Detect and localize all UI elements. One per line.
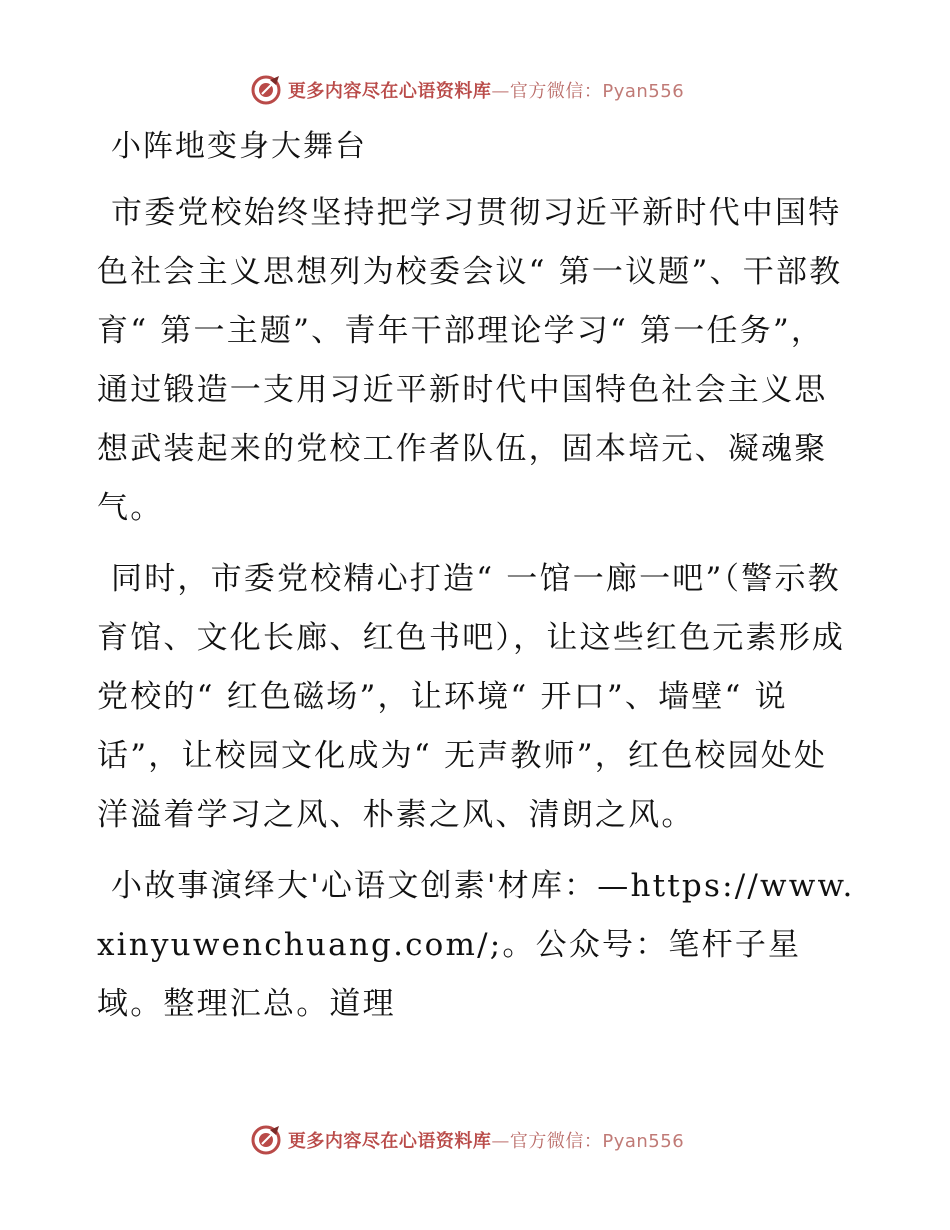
watermark-dash: — <box>491 1131 510 1152</box>
watermark-row <box>250 74 684 106</box>
watermark-sub: 官方微信： <box>509 1131 603 1152</box>
paragraph-2: 同时，市委党校精心打造“ 一馆一廊一吧”（警示教育馆、文化长廊、红色书吧），让这些红色元素形成党校的“ 红色磁场”，让环境“ 开口”、墙壁“ 说话”，让校园文化成为“ 无声教师”，红色校园处处洋溢着学习之风、朴素之风、清朗之风。 <box>97 561 846 833</box>
watermark-dash: — <box>491 81 510 102</box>
watermark-text <box>288 1127 684 1153</box>
paragraph-1: 市委党校始终坚持把学习贯彻习近平新时代中国特色社会主义思想列为校委会议“ 第一议题”、干部教育“ 第一主题”、青年干部理论学习“ 第一任务”，通过锻造一支用习近平新时代中国特色社会主义思想武装起来的党校工作者队伍，固本培元、凝魂聚气。 <box>97 195 843 526</box>
footer-watermark <box>0 1120 950 1160</box>
pen-logo-icon <box>250 74 282 106</box>
watermark-id: Pyan556 <box>602 81 685 102</box>
document-body <box>97 118 857 1046</box>
paragraph-3: 小故事演绎大'心语文创素'材库：—https://www.xinyuwenchuang.com/;。公众号：笔杆子星域。整理汇总。道理 <box>97 868 855 1022</box>
header-watermark <box>0 70 950 110</box>
watermark-main: 更多内容尽在心语资料库 <box>287 81 492 102</box>
document-title: 小阵地变身大舞台 <box>111 129 367 164</box>
watermark-main: 更多内容尽在心语资料库 <box>287 1131 492 1152</box>
watermark-id: Pyan556 <box>602 1131 685 1152</box>
watermark-sub: 官方微信： <box>509 81 603 102</box>
watermark-text <box>288 77 684 103</box>
pen-logo-icon <box>250 1124 282 1156</box>
watermark-row <box>250 1124 684 1156</box>
